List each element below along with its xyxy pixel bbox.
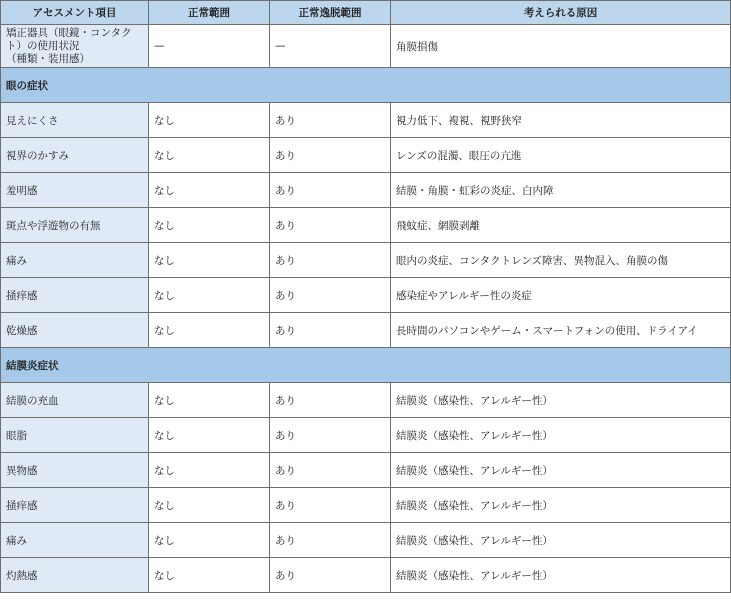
abnormal-cell: あり [270, 313, 391, 348]
abnormal-cell: あり [270, 383, 391, 418]
item-cell: 見えにくさ [1, 103, 149, 138]
item-line: ト）の使用状況 [6, 39, 80, 52]
abnormal-cell: あり [270, 278, 391, 313]
item-cell: 灼熱感 [1, 558, 149, 593]
cause-cell: 結膜・角膜・虹彩の炎症、白内障 [391, 173, 731, 208]
abnormal-cell: あり [270, 173, 391, 208]
header-normal-range: 正常範囲 [149, 1, 270, 25]
item-line: 矯正器具（眼鏡・コンタク [6, 26, 132, 39]
normal-cell: なし [149, 278, 270, 313]
item-cell: 乾燥感 [1, 313, 149, 348]
item-cell: 異物感 [1, 453, 149, 488]
normal-cell: なし [149, 173, 270, 208]
abnormal-cell: あり [270, 523, 391, 558]
section-title: 眼の症状 [1, 68, 731, 103]
table-row [1, 313, 731, 348]
abnormal-cell: あり [270, 103, 391, 138]
section-row [1, 68, 731, 103]
normal-cell: なし [149, 558, 270, 593]
abnormal-cell: — [270, 25, 391, 68]
abnormal-cell: あり [270, 138, 391, 173]
item-cell: 結膜の充血 [1, 383, 149, 418]
table-row [1, 418, 731, 453]
cause-cell: レンズの混濁、眼圧の亢進 [391, 138, 731, 173]
table-row [1, 25, 731, 68]
normal-cell: なし [149, 453, 270, 488]
cause-cell: 長時間のパソコンやゲーム・スマートフォンの使用、ドライアイ [391, 313, 731, 348]
cause-cell: 結膜炎（感染性、アレルギー性） [391, 453, 731, 488]
normal-cell: なし [149, 488, 270, 523]
table-row [1, 488, 731, 523]
cause-cell: 感染症やアレルギー性の炎症 [391, 278, 731, 313]
header-row [1, 1, 731, 25]
table-row [1, 523, 731, 558]
table-row [1, 173, 731, 208]
cause-cell: 結膜炎（感染性、アレルギー性） [391, 523, 731, 558]
normal-cell: なし [149, 383, 270, 418]
item-cell [1, 25, 149, 68]
table-row [1, 383, 731, 418]
table-row [1, 558, 731, 593]
normal-cell: なし [149, 523, 270, 558]
abnormal-cell: あり [270, 418, 391, 453]
cause-cell: 結膜炎（感染性、アレルギー性） [391, 383, 731, 418]
normal-cell: なし [149, 138, 270, 173]
item-cell: 掻痒感 [1, 488, 149, 523]
item-cell: 視界のかすみ [1, 138, 149, 173]
cause-cell: 結膜炎（感染性、アレルギー性） [391, 558, 731, 593]
abnormal-cell: あり [270, 453, 391, 488]
cause-cell: 眼内の炎症、コンタクトレンズ障害、異物混入、角膜の傷 [391, 243, 731, 278]
abnormal-cell: あり [270, 208, 391, 243]
item-cell: 斑点や浮遊物の有無 [1, 208, 149, 243]
cause-cell: 結膜炎（感染性、アレルギー性） [391, 488, 731, 523]
item-cell: 掻痒感 [1, 278, 149, 313]
header-assessment-item: アセスメント項目 [1, 1, 149, 25]
table-row [1, 103, 731, 138]
cause-cell: 視力低下、複視、視野狭窄 [391, 103, 731, 138]
normal-cell: — [149, 25, 270, 68]
section-row [1, 348, 731, 383]
abnormal-cell: あり [270, 243, 391, 278]
header-abnormal-range: 正常逸脱範囲 [270, 1, 391, 25]
item-cell: 眼脂 [1, 418, 149, 453]
table-row [1, 453, 731, 488]
abnormal-cell: あり [270, 558, 391, 593]
normal-cell: なし [149, 243, 270, 278]
table-row [1, 138, 731, 173]
normal-cell: なし [149, 103, 270, 138]
cause-cell: 角膜損傷 [391, 25, 731, 68]
item-cell: 痛み [1, 243, 149, 278]
normal-cell: なし [149, 313, 270, 348]
table-row [1, 243, 731, 278]
item-line: （種類・装用感） [6, 52, 90, 65]
abnormal-cell: あり [270, 488, 391, 523]
cause-cell: 結膜炎（感染性、アレルギー性） [391, 418, 731, 453]
table-row [1, 208, 731, 243]
normal-cell: なし [149, 208, 270, 243]
item-cell: 痛み [1, 523, 149, 558]
header-possible-causes: 考えられる原因 [391, 1, 731, 25]
cause-cell: 飛蚊症、網膜剥離 [391, 208, 731, 243]
table-row [1, 278, 731, 313]
normal-cell: なし [149, 418, 270, 453]
section-title: 結膜炎症状 [1, 348, 731, 383]
item-cell: 羞明感 [1, 173, 149, 208]
